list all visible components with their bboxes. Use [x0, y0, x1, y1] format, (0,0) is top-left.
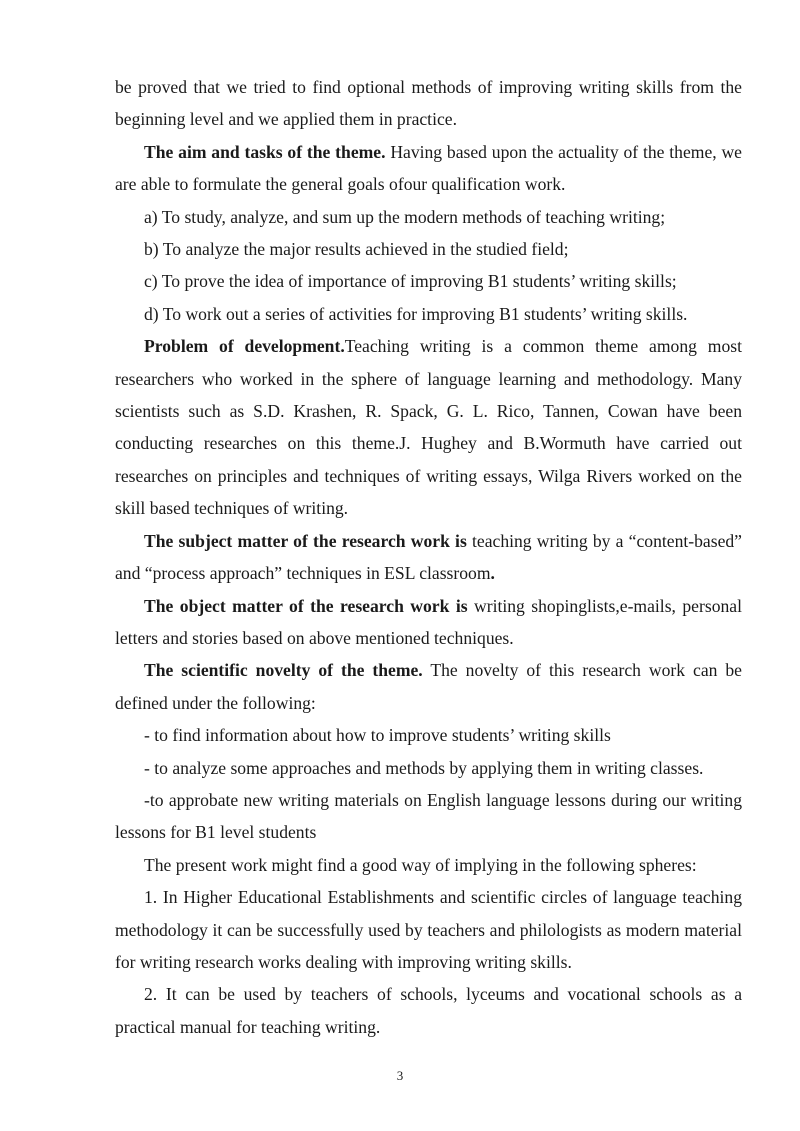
subject-matter-heading: The subject matter of the research work is	[144, 530, 467, 551]
sphere-item-1: 1. In Higher Educational Establishments and scientific circles of language teaching methodology it can be successfully used by teachers and philologists as modern material for writing research works dealing with improving writing skills.	[115, 887, 742, 972]
novelty-item-2: - to analyze some approaches and methods by applying them in writing classes.	[144, 757, 704, 778]
task-item-d: d) To work out a series of activities for improving B1 students’ writing skills.	[144, 303, 688, 324]
novelty-item-3: -to approbate new writing materials on English language lessons during our writing lessons for B1 level students	[115, 789, 742, 843]
paragraph-object-matter	[115, 590, 742, 655]
paragraph-subject-matter	[115, 525, 742, 590]
problem-heading: Problem of development.	[144, 336, 345, 357]
novelty-text: The novelty of this research work can be defined under the following:	[115, 660, 742, 713]
subject-matter-text: teaching writing by a “content-based” and “process approach” techniques in ESL classroom	[115, 530, 742, 584]
paragraph-spheres-intro: The present work might find a good way of implying in the following spheres:	[144, 854, 697, 875]
subject-matter-period: .	[490, 563, 495, 584]
novelty-item-1: - to find information about how to improve students’ writing skills	[144, 725, 611, 746]
task-item-a: a) To study, analyze, and sum up the modern methods of teaching writing;	[144, 206, 666, 227]
task-item-c: c) To prove the idea of importance of improving B1 students’ writing skills;	[144, 271, 677, 292]
object-matter-text: writing shopinglists,e-mails, personal letters and stories based on above mentioned techniques.	[115, 595, 742, 648]
task-item-b: b) To analyze the major results achieved in the studied field;	[144, 239, 569, 260]
document-body	[115, 71, 742, 1043]
page-number: 3	[396, 1068, 404, 1083]
sphere-item-2: 2. It can be used by teachers of schools, lyceums and vocational schools as a practical manual for teaching writing.	[115, 984, 742, 1037]
aim-text: Having based upon the actuality of the theme, we are able to formulate the general goals ofour qualification work.	[115, 141, 742, 195]
paragraph-problem	[115, 330, 742, 524]
problem-text: Teaching writing is a common theme among most researchers who worked in the sphere of language learning and methodology. Many scientists such as S.D. Krashen, R. Spack, G. L. Rico, Tannen, Cowan have been conducting researches on this theme.J. Hughey and B.Wormuth have carried out researches on principles and techniques of writing essays, Wilga Rivers worked on the skill based techniques of writing.	[115, 336, 742, 519]
object-matter-heading: The object matter of the research work is	[144, 595, 468, 616]
paragraph-intro: be proved that we tried to find optional methods of improving writing skills from the beginning level and we applied them in practice.	[115, 77, 742, 130]
paragraph-aim	[115, 136, 742, 201]
aim-heading: The aim and tasks of the theme.	[144, 141, 386, 162]
novelty-heading: The scientific novelty of the theme.	[144, 660, 423, 681]
paragraph-novelty	[115, 654, 742, 719]
